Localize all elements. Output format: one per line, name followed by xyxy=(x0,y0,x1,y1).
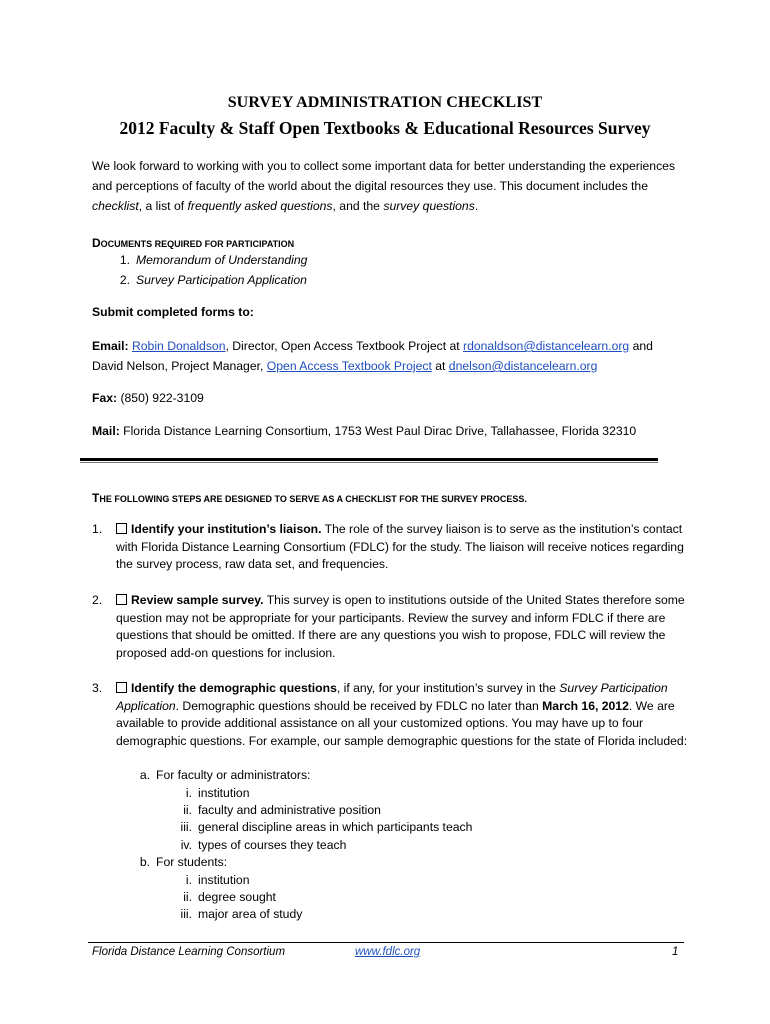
page-number: 1 xyxy=(672,946,679,958)
footer-org: Florida Distance Learning Consortium xyxy=(92,946,286,958)
email-paragraph: Email: Robin Donaldson, Director, Open Access Textbook Project at rdonaldson@distancelearn.org and David Nelson, Project Manager, Open Access Textbook Project at dnelson@distancelearn.org xyxy=(92,339,653,373)
intro-paragraph: We look forward to working with you to collect some important data for better understanding the experiences and perceptions of faculty of the world about the digital resources they use. This document includes the checklist, a list of frequently asked questions, and the survey questions. xyxy=(92,159,676,213)
step-2: 2. Review sample survey. This survey is open to institutions outside of the United States therefore some question may not be appropriate for your participants. Review the survey and inform FDLC if there are questions that should be omitted. If there are any questions you wish to propose, FDLC will review the proposed add-on questions for inclusion. xyxy=(92,593,685,660)
rdonaldson-email-link[interactable]: rdonaldson@distancelearn.org xyxy=(463,339,630,353)
section-divider-shadow xyxy=(80,462,658,463)
submit-heading: Submit completed forms to: xyxy=(92,305,254,319)
footer-url-link[interactable]: www.fdlc.org xyxy=(355,946,421,958)
dnelson-email-link[interactable]: dnelson@distancelearn.org xyxy=(448,359,598,373)
list-item: iii. general discipline areas in which participants teach xyxy=(180,820,473,834)
documents-heading: DOCUMENTS REQUIRED FOR PARTICIPATION xyxy=(92,236,295,250)
footer-divider xyxy=(88,942,684,943)
robin-donaldson-link[interactable]: Robin Donaldson xyxy=(131,339,226,353)
document-title: SURVEY ADMINISTRATION CHECKLIST xyxy=(227,94,543,111)
open-access-project-link[interactable]: Open Access Textbook Project xyxy=(266,359,432,373)
sublist-b: b. For students: xyxy=(139,855,228,869)
section-divider xyxy=(80,458,658,461)
list-item: 1. Memorandum of Understanding xyxy=(119,253,308,267)
mail-line: Mail: Florida Distance Learning Consortium, 1753 West Paul Dirac Drive, Tallahassee, Florida 32310 xyxy=(92,424,637,438)
checkbox-icon[interactable] xyxy=(116,682,127,693)
list-item: iv. types of courses they teach xyxy=(180,838,347,852)
checkbox-icon[interactable] xyxy=(116,523,127,534)
list-item: 2. Survey Participation Application xyxy=(119,273,307,287)
documents-list xyxy=(92,250,307,290)
document-subtitle: 2012 Faculty & Staff Open Textbooks & Educational Resources Survey xyxy=(119,118,651,138)
steps-heading: THE FOLLOWING STEPS ARE DESIGNED TO SERVE AS A CHECKLIST FOR THE SURVEY PROCESS. xyxy=(92,491,527,505)
fax-line: Fax: (850) 922-3109 xyxy=(92,391,204,405)
list-item: iii. major area of study xyxy=(180,907,303,921)
list-item: ii. degree sought xyxy=(183,890,276,904)
list-item: i. institution xyxy=(185,873,250,887)
list-item: i. institution xyxy=(185,786,250,800)
step-3: 3. Identify the demographic questions, if any, for your institution’s survey in the Survey Participation Application. Demographic questions should be received by FDLC no later than March 16, 2012. We are available to provide additional assistance on all your customized options. You may have up to four demographic questions. For example, our sample demographic questions for the state of Florida included: xyxy=(92,681,688,748)
checkbox-icon[interactable] xyxy=(116,594,127,605)
list-item: ii. faculty and administrative position xyxy=(183,803,381,817)
step-1: 1. Identify your institution’s liaison. The role of the survey liaison is to serve as the institution’s contact with Florida Distance Learning Consortium (FDLC) for the study. The liaison will receive notices regarding the survey process, raw data set, and frequencies. xyxy=(92,522,684,571)
sublist-a: a. For faculty or administrators: xyxy=(139,768,311,782)
